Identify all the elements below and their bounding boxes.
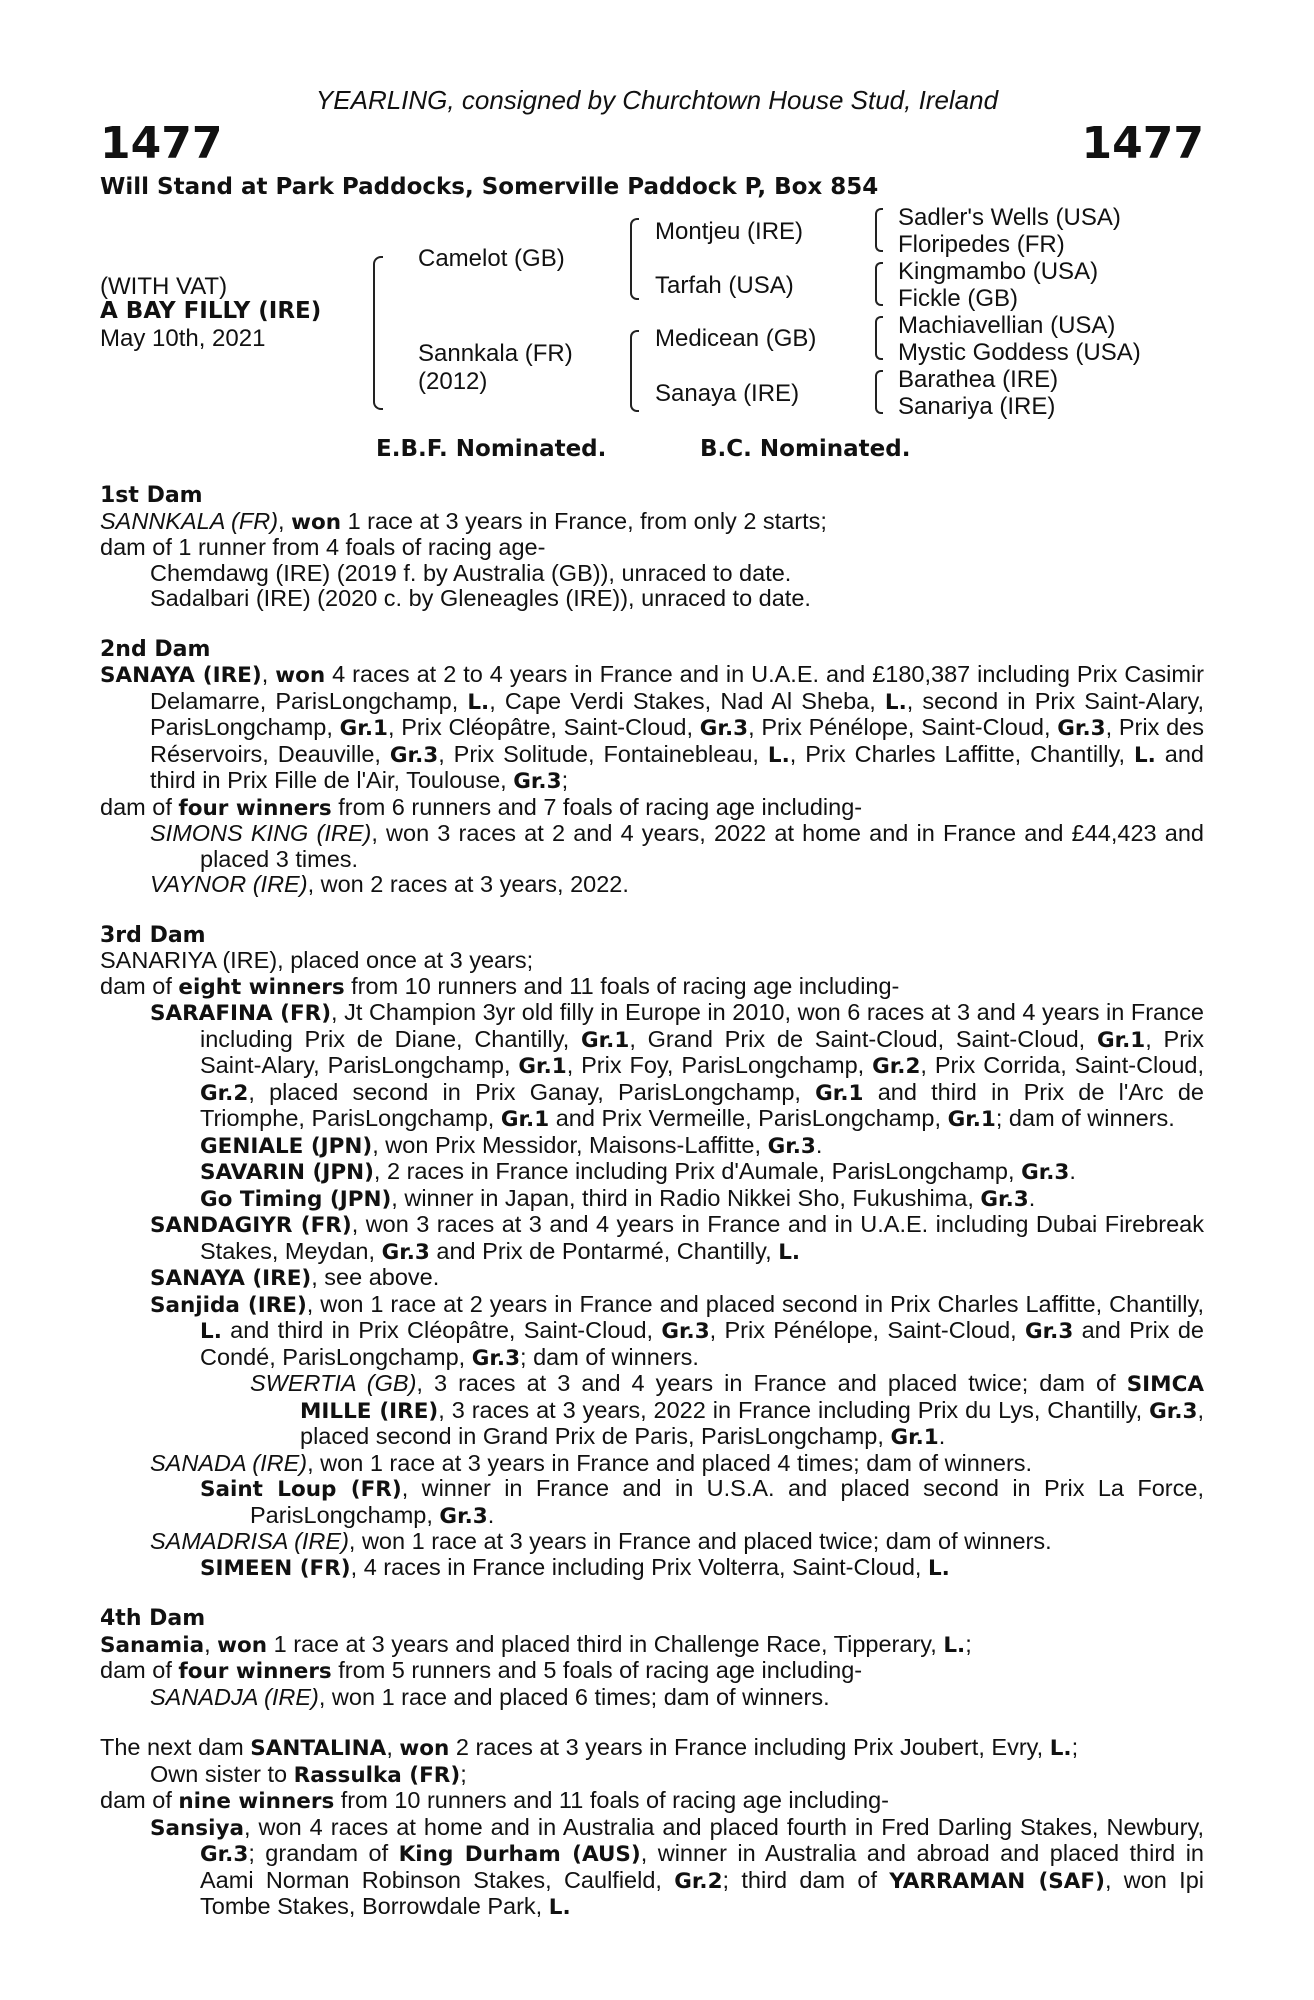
section-heading: 1st Dam [100, 483, 203, 508]
granddam-2: Fickle (GB) [898, 285, 1018, 312]
grandsire-1: Sadler's Wells (USA) [898, 204, 1121, 231]
text: , won 1 race and placed 6 times; dam of winners. [318, 1683, 830, 1710]
produce-entry: Sadalbari (IRE) (2020 c. by Gleneagles (IRE)), unraced to date. [150, 585, 811, 611]
horse-ref: Go Timing (JPN) [200, 1186, 392, 1212]
grade-label: Gr.3 [471, 1345, 521, 1371]
horse-ref: SAVARIN (JPN) [200, 1160, 374, 1185]
produce-entry: Chemdawg (IRE) (2019 f. by Australia (GB)), unraced to date. [150, 559, 792, 586]
text: , Prix des Réservoirs, Deauville, [150, 714, 1205, 767]
produce-entry [100, 1555, 1204, 1582]
text: , Prix Saint-Alary, ParisLongchamp, [200, 1025, 1205, 1078]
text: dam of [100, 1657, 179, 1683]
grade-label: Gr.3 [661, 1319, 710, 1344]
grade-label: Gr.3 [1057, 716, 1106, 741]
text: The next dam [100, 1734, 251, 1760]
produce-summary [100, 795, 1204, 822]
grade-label: Gr.2 [872, 1054, 921, 1079]
granddam-4: Sanariya (IRE) [898, 393, 1056, 420]
text: . [938, 1423, 946, 1449]
text: , 3 races at 3 and 4 years in France and placed twice; dam of [416, 1370, 1127, 1396]
ebf-nomination: E.B.F. Nominated. [376, 436, 607, 462]
grade-label: Gr.3 [381, 1239, 430, 1265]
vat-note: (WITH VAT) [100, 273, 228, 300]
produce-summary [100, 974, 1204, 1001]
text: and Prix de Condé, ParisLongchamp, [200, 1317, 1204, 1370]
grade-label: Gr.3 [1021, 1160, 1070, 1185]
horse-ref: SARAFINA (FR) [150, 1001, 332, 1026]
text: and third in Prix Cléopâtre, Saint-Cloud, [221, 1317, 662, 1343]
dam-year: (2012) [418, 368, 488, 395]
text: , Grand Prix de Saint-Cloud, Saint-Cloud, [629, 1025, 1097, 1052]
text: , won 3 races at 2 and 4 years, 2022 at home and in France and £44,423 and placed 3 times. [200, 820, 1204, 872]
horse-ref: SWERTIA (GB) [250, 1370, 417, 1396]
sire-dam: Tarfah (USA) [655, 272, 794, 299]
next-dam-section [100, 1735, 1204, 1921]
grade-label: Gr.2 [200, 1080, 249, 1106]
grandsire-3: Machiavellian (USA) [898, 312, 1116, 339]
produce-entry [100, 821, 1204, 872]
won-label: won [217, 1632, 268, 1658]
text: . [487, 1501, 495, 1528]
text: from 5 runners and 5 foals of racing age including- [331, 1657, 863, 1683]
horse-ref: SIMONS KING (IRE) [150, 820, 372, 846]
text: 1 race at 3 years and placed third in Challenge Race, Tipperary, [267, 1630, 944, 1657]
horse-ref: YARRAMAN (SAF) [889, 1868, 1105, 1894]
text: , won 1 race at 3 years in France and placed twice; dam of winners. [348, 1528, 1052, 1554]
text: , won Ipi Tombe Stakes, Borrowdale Park, [200, 1866, 1204, 1919]
text: . [815, 1131, 823, 1158]
horse-name: A BAY FILLY (IRE) [100, 298, 322, 324]
grade-label: L. [943, 1632, 966, 1658]
horse-ref: SANADA (IRE) [150, 1449, 308, 1476]
horse-ref: Sanjida (IRE) [150, 1292, 307, 1318]
produce-entry [100, 1529, 1204, 1555]
produce-entry [100, 1159, 1204, 1186]
granddam-1: Floripedes (FR) [898, 231, 1065, 258]
dam-summary [100, 509, 1204, 536]
text: , won 1 race at 2 years in France and placed second in Prix Charles Laffitte, Chantilly, [306, 1290, 1204, 1317]
horse-ref: Sanamia [100, 1632, 205, 1658]
text: ; [1071, 1734, 1079, 1760]
text: , won Prix Messidor, Maisons-Laffitte, [372, 1131, 768, 1158]
horse-ref: Sansiya [150, 1815, 244, 1841]
dam-record: SANAYA (IRE), won 4 races at 2 to 4 years in France and in U.A.E. and £180,387 including Prix Casimir Delamarre, ParisLongchamp, L., Cape Verdi Stakes, Nad Al Sheba, L., second in Prix Saint-Alary, ParisLongchamp, Gr.1, Prix Cléopâtre, Saint-Cloud, Gr.3, Prix Pénélope, Saint-Cloud, Gr.3, Prix des Réservoirs, Deauville, Gr.3, Prix Solitude, Fontainebleau, L., Prix Charles Laffitte, Chantilly, L. and third in Prix Fille de l'Air, Toulouse, Gr.3; [100, 661, 1205, 794]
grade-label: Gr.3 [980, 1186, 1029, 1212]
won-label: won [399, 1736, 450, 1761]
second-dam-section [100, 637, 1204, 898]
text: ; third dam of [722, 1866, 890, 1893]
text: , 3 races at 3 years, 2022 in France including Prix du Lys, Chantilly, [438, 1396, 1150, 1423]
produce-summary: dam of 1 runner from 4 foals of racing age- [100, 534, 546, 560]
text: , won 4 races at home and in Australia and placed fourth in Fred Darling Stakes, Newbury, [244, 1813, 1204, 1840]
g-brace-1 [875, 208, 883, 252]
text: from 10 runners and 11 foals of racing age including- [344, 972, 900, 999]
text: , Prix Charles Laffitte, Chantilly, [789, 740, 1134, 767]
text: , won 1 race at 3 years in France and placed 4 times; dam of winners. [307, 1449, 1033, 1476]
text: , see above. [311, 1264, 440, 1290]
text: , winner in France and in U.S.A. and placed second in Prix La Force, ParisLongchamp, [250, 1475, 1204, 1528]
stand-location: Will Stand at Park Paddocks, Somerville Paddock P, Box 854 [100, 174, 879, 200]
sale-subtitle: YEARLING, consigned by Churchtown House Stud, Ireland [315, 85, 999, 115]
grade-label: Gr.1 [518, 1054, 567, 1079]
grade-label: Gr.1 [500, 1107, 550, 1132]
g-brace-3 [875, 316, 883, 360]
text: ; [561, 767, 569, 793]
text: , [278, 507, 292, 534]
grade-label: L. [548, 1895, 571, 1920]
text: , Prix Corrida, Saint-Cloud, [920, 1052, 1204, 1078]
grandsire-4: Barathea (IRE) [898, 366, 1059, 393]
dam-dam: Sanaya (IRE) [655, 380, 800, 407]
text: , 2 races in France including Prix d'Aumale, ParisLongchamp, [373, 1158, 1022, 1184]
sire-sire: Montjeu (IRE) [655, 218, 804, 245]
pedigree-brace [373, 256, 383, 410]
horse-ref: SIMEEN (FR) [200, 1555, 351, 1581]
foaling-date: May 10th, 2021 [100, 325, 266, 352]
text: . [1069, 1158, 1076, 1184]
grade-label: Gr.3 [200, 1842, 249, 1867]
horse-ref: SANAYA (IRE) [150, 1266, 312, 1291]
text: , Prix Cléopâtre, Saint-Cloud, [387, 714, 700, 740]
fourth-dam-section [100, 1606, 1204, 1710]
winners-count: nine winners [178, 1789, 335, 1814]
horse-ref: SANTALINA [250, 1736, 387, 1761]
catalogue-body [100, 483, 1204, 1921]
produce-entry [100, 1265, 1204, 1292]
grade-label: L. [200, 1319, 222, 1344]
grade-label: Gr.3 [699, 716, 749, 741]
granddam-3: Mystic Goddess (USA) [898, 339, 1141, 366]
text: from 10 runners and 11 foals of racing age including- [334, 1787, 890, 1813]
winners-count: four winners [178, 1659, 332, 1684]
grade-label: L. [927, 1555, 950, 1581]
text: and Prix Vermeille, ParisLongchamp, [549, 1105, 948, 1131]
grade-label: Gr.1 [815, 1080, 864, 1106]
text: dam of [100, 972, 179, 999]
grade-label: L. [778, 1239, 801, 1265]
horse-ref: VAYNOR (IRE) [150, 871, 308, 897]
produce-entry [100, 1451, 1204, 1477]
grade-label: Gr.3 [439, 1503, 488, 1529]
horse-ref: SANAYA (IRE) [100, 663, 262, 688]
grade-label: Gr.3 [767, 1133, 816, 1159]
produce-entry [100, 1685, 1204, 1711]
winners-count: eight winners [178, 974, 345, 1000]
text: , Prix Pénélope, Saint-Cloud, [709, 1317, 1025, 1343]
lot-number-right: 1477 [1081, 118, 1204, 169]
text: ; [965, 1630, 972, 1657]
text: , second in Prix Saint-Alary, ParisLongchamp, [150, 687, 1204, 740]
g-brace-4 [875, 370, 883, 414]
third-dam-section [100, 923, 1204, 1582]
text: and Prix de Pontarmé, Chantilly, [429, 1237, 779, 1264]
produce-summary [100, 1788, 1204, 1815]
text: , [204, 1630, 218, 1657]
text: , placed second in Grand Prix de Paris, ParisLongchamp, [300, 1396, 1204, 1449]
text: , Prix Foy, ParisLongchamp, [566, 1052, 873, 1078]
dam-brace [630, 330, 639, 412]
text: , winner in Japan, third in Radio Nikkei Sho, Fukushima, [391, 1184, 981, 1211]
grade-label: Gr.2 [674, 1868, 723, 1894]
text: and third in Prix de l'Arc de Triomphe, ParisLongchamp, [200, 1078, 1204, 1131]
text: from 6 runners and 7 foals of racing age including- [331, 793, 863, 820]
horse-ref: Saint Loup (FR) [200, 1477, 402, 1502]
text: 4 races at 2 to 4 years in France and in U.A.E. and £180,387 including Prix Casimir Delamarre, ParisLongchamp, [150, 661, 1205, 714]
text: . [1028, 1184, 1036, 1211]
grade-label: L. [1133, 742, 1156, 768]
text: ; dam of winners. [520, 1343, 699, 1370]
produce-entry [100, 1815, 1204, 1921]
text: ; grandam of [248, 1840, 399, 1866]
produce-entry [100, 1186, 1204, 1213]
horse-ref: GENIALE (JPN) [200, 1133, 373, 1159]
horse-ref: King Durham (AUS) [398, 1842, 641, 1867]
section-heading: 2nd Dam [100, 636, 211, 662]
grade-label: Gr.3 [513, 769, 562, 794]
grade-label: Gr.1 [1096, 1027, 1146, 1053]
first-dam-section [100, 483, 1204, 612]
sire-brace [630, 218, 639, 300]
produce-entry [100, 872, 1204, 898]
grandsire-2: Kingmambo (USA) [898, 258, 1099, 285]
grade-label: Gr.3 [1024, 1319, 1074, 1344]
text: dam of [100, 793, 179, 820]
text: , won 2 races at 3 years, 2022. [307, 871, 629, 897]
grade-label: Gr.3 [1149, 1398, 1198, 1424]
text: , winner in Australia and abroad and placed third in Aami Norman Robinson Stakes, Caulfield, [200, 1840, 1204, 1893]
section-heading: 4th Dam [100, 1606, 206, 1631]
text: 2 races at 3 years in France including Prix Joubert, Evry, [449, 1734, 1050, 1760]
produce-entry [100, 1476, 1204, 1529]
dam-record [100, 1632, 1204, 1659]
grade-label: Gr.1 [947, 1107, 996, 1132]
dam-name: Sannkala (FR) [418, 340, 573, 367]
grade-label: Gr.3 [389, 742, 439, 768]
text: , [386, 1734, 400, 1760]
horse-ref: Rassulka (FR) [293, 1762, 461, 1788]
grade-label: L. [767, 742, 790, 768]
horse-ref: SANDAGIYR (FR) [150, 1213, 352, 1238]
text: , Jt Champion 3yr old filly in Europe in 2010, won 6 races at 3 and 4 years in France including Prix de Diane, Chantilly, [200, 999, 1204, 1052]
won-label: won [275, 663, 326, 688]
g-brace-2 [875, 262, 883, 306]
text: ; [460, 1760, 467, 1787]
text: , won 3 races at 3 and 4 years in France and in U.A.E. including Dubai Firebreak Stakes, Meydan, [200, 1211, 1204, 1264]
grade-label: L. [1049, 1736, 1072, 1761]
horse-ref: SAMADRISA (IRE) [150, 1528, 349, 1554]
section-heading: 3rd Dam [100, 922, 206, 948]
produce-entry [100, 1212, 1204, 1265]
text: , 4 races in France including Prix Volterra, Saint-Cloud, [350, 1553, 928, 1580]
bc-nomination: B.C. Nominated. [700, 436, 911, 462]
produce-summary [100, 1658, 1204, 1685]
horse-ref: SANADJA (IRE) [150, 1683, 319, 1710]
text: 1 race at 3 years in France, from only 2 starts; [341, 507, 827, 534]
grade-label: L. [467, 689, 490, 715]
produce-entry [100, 1371, 1204, 1451]
text: , Prix Solitude, Fontainebleau, [438, 740, 768, 767]
text: dam of [100, 1787, 179, 1813]
horse-ref: SIMCA MILLE (IRE) [300, 1372, 1204, 1424]
text: , placed second in Prix Ganay, ParisLongchamp, [248, 1078, 816, 1105]
dam-record [100, 1735, 1204, 1788]
grade-label: L. [884, 689, 907, 715]
winners-count: four winners [178, 795, 332, 821]
grade-label: Gr.1 [890, 1425, 939, 1450]
grade-label: Gr.1 [581, 1027, 630, 1053]
sire-name: Camelot (GB) [418, 245, 565, 272]
text: Own sister to [150, 1760, 294, 1787]
grade-label: Gr.1 [339, 716, 388, 741]
produce-entry [100, 1133, 1204, 1160]
text: , Cape Verdi Stakes, Nad Al Sheba, [489, 687, 885, 714]
dam-sire: Medicean (GB) [655, 325, 817, 352]
produce-entry [100, 1292, 1204, 1372]
dam-summary: SANARIYA (IRE), placed once at 3 years; [100, 947, 534, 973]
horse-ref: SANNKALA (FR) [100, 507, 279, 534]
text: ; dam of winners. [995, 1105, 1175, 1131]
lot-number-left: 1477 [100, 118, 223, 169]
text: and third in Prix Fille de l'Air, Toulouse, [150, 740, 1204, 793]
produce-entry [100, 1000, 1204, 1133]
won-label: won [291, 509, 342, 535]
text: , Prix Pénélope, Saint-Cloud, [748, 714, 1058, 740]
